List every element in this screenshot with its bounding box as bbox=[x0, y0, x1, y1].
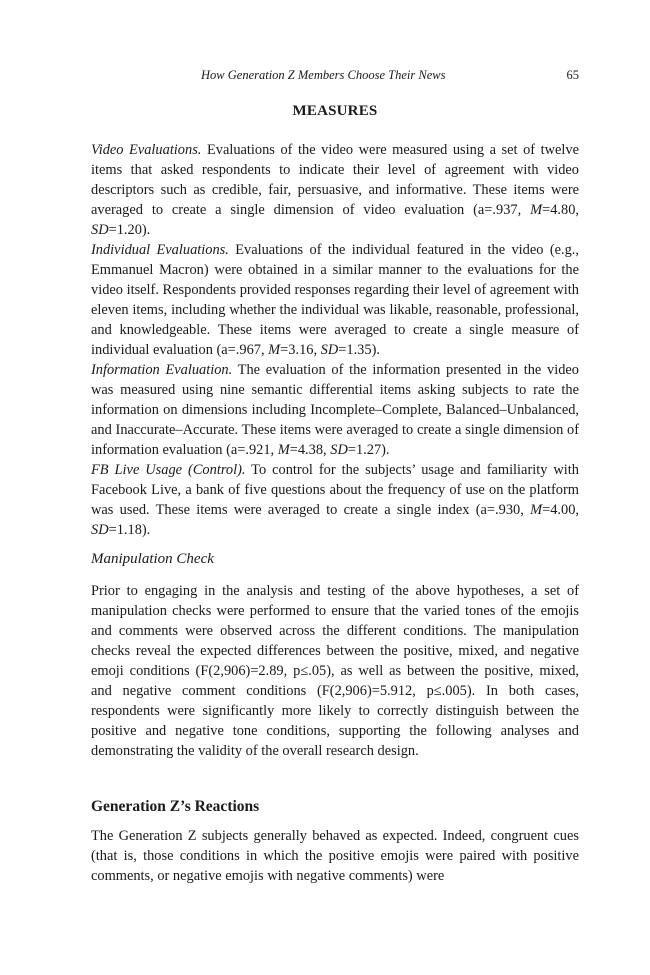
generation-z-heading: Generation Z’s Reactions bbox=[91, 798, 260, 815]
measure-lead: Individual Evaluations. bbox=[91, 242, 229, 258]
sd-value: =1.35). bbox=[338, 342, 380, 358]
measures-section bbox=[91, 140, 579, 540]
measure-text: To control for the subjects’ usage and familiarity with Facebook Live, a bank of five questions about the frequency of use on the platform was used. These items were averaged to create a single index (a=.930, bbox=[91, 462, 579, 518]
measure-paragraph-fb-live bbox=[91, 460, 579, 540]
page-number: 65 bbox=[566, 68, 579, 82]
measure-paragraph-individual bbox=[91, 240, 579, 360]
mean-value: =3.16, bbox=[280, 342, 321, 358]
sd-label: SD bbox=[330, 442, 348, 458]
measure-text: The evaluation of the information presented in the video was measured using nine semantic differential items asking subjects to rate the information on dimensions including Incomplete–Complete, Balanced–Unbalanced, and Inaccurate–Accurate. These items were averaged to create a single dimension of information evaluation (a=.921, bbox=[91, 362, 579, 458]
mean-label: M bbox=[530, 502, 543, 518]
measure-paragraph-video bbox=[91, 140, 579, 240]
running-title: How Generation Z Members Choose Their News bbox=[201, 68, 446, 82]
sd-label: SD bbox=[320, 342, 339, 358]
sd-label: SD bbox=[91, 222, 109, 238]
measure-lead: Information Evaluation. bbox=[91, 362, 233, 378]
section-title: MEASURES bbox=[292, 103, 378, 119]
measure-paragraph-information bbox=[91, 360, 579, 460]
manipulation-check-paragraph: Prior to engaging in the analysis and testing of the above hypotheses, a set of manipulation checks were performed to ensure that the varied tones of the emojis and comments were observed across the different conditions. The manipulation checks reveal the expected differences between the positive, mixed, and negative emoji conditions (F(2,906)=2.89, p≤.05), as well as between the positive, mixed, and negative comment conditions (F(2,906)=5.912, p≤.005). In both cases, respondents were significantly more likely to correctly distinguish between the positive and negative tone conditions, supporting the following analyses and demonstrating the validity of the overall research design. bbox=[91, 583, 579, 759]
sd-value: =1.27). bbox=[347, 442, 390, 458]
sd-label: SD bbox=[91, 522, 109, 538]
measure-lead: Video Evaluations. bbox=[91, 142, 202, 158]
mean-label: M bbox=[530, 202, 543, 218]
mean-value: =4.38, bbox=[289, 442, 331, 458]
manipulation-check-heading: Manipulation Check bbox=[91, 551, 214, 567]
mean-value: =4.80, bbox=[542, 202, 579, 218]
sd-value: =1.18). bbox=[108, 522, 151, 538]
measure-text: Evaluations of the video were measured using a set of twelve items that asked respondents to indicate their level of agreement with video descriptors such as credible, fair, persuasive, and informative. These items were averaged to create a single dimension of video evaluation (a=.937, bbox=[91, 142, 579, 218]
measure-text: Evaluations of the individual featured in the video (e.g., Emmanuel Macron) were obtained in a similar manner to the evaluations for the video itself. Respondents provided responses regarding their level of agreement with eleven items, including whether the individual was likable, reasonable, professional, and knowledgeable. These items were averaged to create a single measure of individual evaluation (a=.967, bbox=[91, 242, 579, 358]
measure-lead: FB Live Usage (Control). bbox=[91, 462, 246, 478]
running-head bbox=[91, 68, 579, 88]
mean-value: =4.00, bbox=[542, 502, 579, 518]
sd-value: =1.20). bbox=[108, 222, 151, 238]
manipulation-check-section bbox=[91, 581, 579, 761]
mean-label: M bbox=[268, 342, 281, 358]
generation-z-paragraph: The Generation Z subjects generally behaved as expected. Indeed, congruent cues (that is, those conditions in which the positive emojis were paired with positive comments, or negative emojis with negative comments) were bbox=[91, 828, 579, 884]
mean-label: M bbox=[277, 442, 290, 458]
generation-z-section bbox=[91, 826, 579, 886]
